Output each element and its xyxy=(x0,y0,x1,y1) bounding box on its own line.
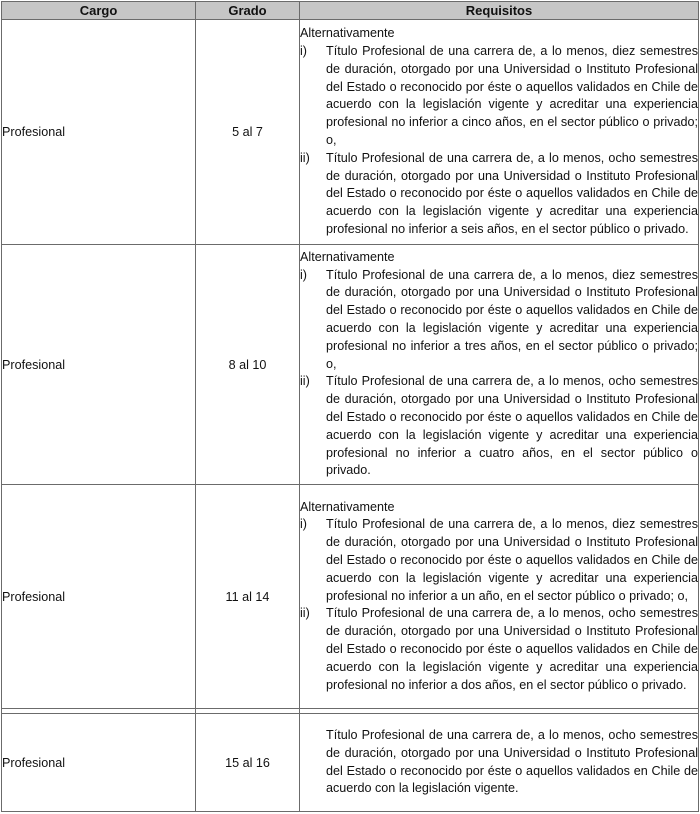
list-item-text: Título Profesional de una carrera de, a lo menos, diez semestres de duración, otorgado por una Universidad o Instituto Profesional del Estado o reconocido por éste o aquellos validados en Chile de acuerdo con la legislación vigente y acreditar una experiencia profesional no inferior a tres años, en el sector público o privado; o, xyxy=(326,267,698,371)
header-cargo: Cargo xyxy=(2,2,196,20)
cargo-cell: Profesional xyxy=(2,485,196,709)
list-marker: i) xyxy=(300,267,307,282)
table-row xyxy=(2,485,699,709)
table-row xyxy=(2,20,699,245)
list-item-text: Título Profesional de una carrera de, a lo menos, ocho semestres de duración, otorgado por una Universidad o Instituto Profesional del Estado o reconocido por éste o aquellos validados en Chile de acuerdo con la legislación vigente y acreditar una experiencia profesional no inferior a cuatro años, en el sector público o privado. xyxy=(326,374,698,478)
requisitos-cell xyxy=(300,20,699,245)
list-item xyxy=(300,150,698,239)
table-row xyxy=(2,714,699,812)
requisitos-cell xyxy=(300,485,699,709)
list-item xyxy=(300,43,698,150)
requisitos-intro: Alternativamente xyxy=(300,26,395,41)
header-grado: Grado xyxy=(196,2,300,20)
requisitos-cell xyxy=(300,714,699,812)
list-marker: i) xyxy=(300,517,307,532)
cargo-cell: Profesional xyxy=(2,714,196,812)
list-marker: ii) xyxy=(300,374,310,389)
requisitos-list xyxy=(300,516,698,694)
grado-cell: 8 al 10 xyxy=(196,245,300,485)
list-item-text: Título Profesional de una carrera de, a lo menos, ocho semestres de duración, otorgado por una Universidad o Instituto Profesional del Estado o reconocido por éste o aquellos validados en Chile de acuerdo con la legislación vigente y acreditar una experiencia profesional no inferior a dos años, en el sector público o privado. xyxy=(326,606,698,692)
table-row xyxy=(2,245,699,485)
requisitos-text: Título Profesional de una carrera de, a lo menos, ocho semestres de duración, otorgado por una Universidad o Instituto Profesional del Estado o reconocido por éste o aquellos validados en Chile de acuerdo con la legislación vigente. xyxy=(326,727,698,796)
list-item-text: Título Profesional de una carrera de, a lo menos, diez semestres de duración, otorgado por una Universidad o Instituto Profesional del Estado o reconocido por éste o aquellos validados en Chile de acuerdo con la legislación vigente y acreditar una experiencia profesional no inferior a cinco años, en el sector público o privado; o, xyxy=(326,44,698,147)
cargo-cell: Profesional xyxy=(2,20,196,245)
list-item-text: Título Profesional de una carrera de, a lo menos, diez semestres de duración, otorgado por una Universidad o Instituto Profesional del Estado o reconocido por éste o aquellos validados en Chile de acuerdo con la legislación vigente y acreditar una experiencia profesional no inferior a un año, en el sector público o privado; o, xyxy=(326,517,698,603)
header-requisitos: Requisitos xyxy=(300,2,699,20)
list-item xyxy=(300,605,698,694)
grado-cell: 5 al 7 xyxy=(196,20,300,245)
list-marker: i) xyxy=(300,44,307,59)
requisitos-list xyxy=(300,43,698,239)
grado-cell: 11 al 14 xyxy=(196,485,300,709)
requisitos-list xyxy=(300,267,698,481)
requisitos-cell xyxy=(300,245,699,485)
requisitos-intro: Alternativamente xyxy=(300,499,395,514)
list-marker: ii) xyxy=(300,606,310,621)
grado-cell: 15 al 16 xyxy=(196,714,300,812)
list-item xyxy=(300,373,698,480)
requisitos-intro: Alternativamente xyxy=(300,249,395,264)
list-item-text: Título Profesional de una carrera de, a lo menos, ocho semestres de duración, otorgado por una Universidad o Instituto Profesional del Estado o reconocido por éste o aquellos validados en Chile de acuerdo con la legislación vigente y acreditar una experiencia profesional no inferior a seis años, en el sector público o privado. xyxy=(326,150,698,236)
header-row xyxy=(2,2,699,20)
list-item xyxy=(300,516,698,605)
list-item xyxy=(300,267,698,374)
cargo-cell: Profesional xyxy=(2,245,196,485)
requirements-table xyxy=(1,1,699,812)
list-marker: ii) xyxy=(300,150,310,165)
